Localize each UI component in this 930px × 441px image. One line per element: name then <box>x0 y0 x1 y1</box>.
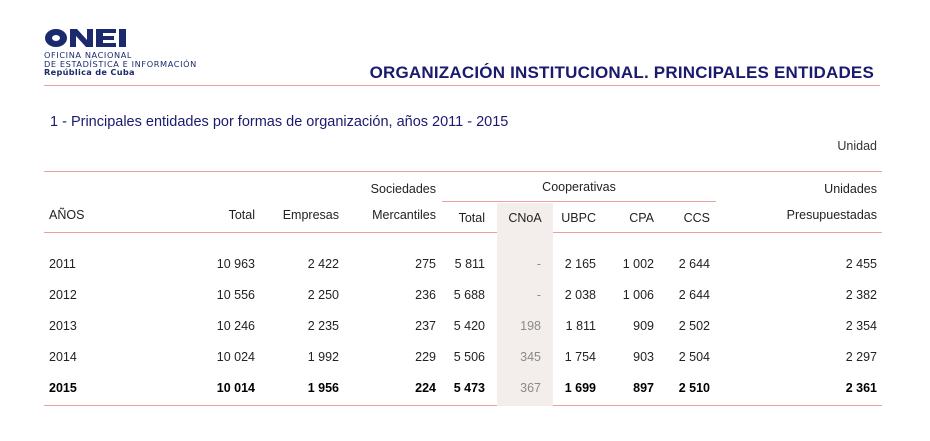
row-2015-coop-total: 5 473 <box>453 381 485 395</box>
row-2011-sociedades: 275 <box>415 257 436 271</box>
row-2013-year: 2013 <box>49 319 77 333</box>
header-empresas: Empresas <box>282 208 339 222</box>
row-2015-total: 10 014 <box>216 381 255 395</box>
header-bottom-rule <box>44 232 882 233</box>
row-2012-sociedades: 236 <box>415 288 436 302</box>
row-2015-cnoa: 367 <box>520 381 541 395</box>
row-2014-ubpc: 1 754 <box>564 350 596 364</box>
cooperativas-underline <box>442 201 716 202</box>
header-cnoa: CNoA <box>508 211 542 225</box>
header-cpa: CPA <box>629 211 654 225</box>
row-2013-ubpc: 1 811 <box>565 319 596 333</box>
row-2014-coop-total: 5 506 <box>453 350 485 364</box>
header-coop-total: Total <box>458 211 485 225</box>
header-unidades-2: Presupuestadas <box>786 208 877 222</box>
row-2011-cnoa: - <box>536 257 541 271</box>
logo-line-1: OFICINA NACIONAL <box>44 50 133 60</box>
logo-line-2: DE ESTADÍSTICA E INFORMACIÓN <box>44 58 197 69</box>
header-unidades-1: Unidades <box>824 182 877 196</box>
row-2011-empresas: 2 422 <box>307 257 339 271</box>
row-2014-unidades: 2 297 <box>845 350 877 364</box>
logo-line-3: República de Cuba <box>44 67 135 77</box>
row-2011-ubpc: 2 165 <box>564 257 596 271</box>
row-2011-total: 10 963 <box>216 257 255 271</box>
onei-logo <box>44 27 264 83</box>
row-2014-sociedades: 229 <box>415 350 436 364</box>
row-2015-ccs: 2 510 <box>678 381 710 395</box>
row-2012-ccs: 2 644 <box>678 288 710 302</box>
row-2014-cnoa: 345 <box>520 350 541 364</box>
row-2012-cpa: 1 006 <box>622 288 654 302</box>
row-2015-year: 2015 <box>49 381 77 395</box>
row-2013-cpa: 909 <box>633 319 654 333</box>
onei-logo-mark <box>44 27 172 49</box>
row-2013-coop-total: 5 420 <box>453 319 485 333</box>
row-2015-sociedades: 224 <box>415 381 436 395</box>
header-years: AÑOS <box>49 208 85 222</box>
row-2013-empresas: 2 235 <box>307 319 339 333</box>
title-divider <box>44 85 880 86</box>
header-total: Total <box>228 208 255 222</box>
header-ccs: CCS <box>683 211 710 225</box>
row-2012-cnoa: - <box>536 288 541 302</box>
row-2012-year: 2012 <box>49 288 77 302</box>
row-2012-total: 10 556 <box>216 288 255 302</box>
row-2014-ccs: 2 504 <box>678 350 710 364</box>
row-2011-coop-total: 5 811 <box>454 257 485 271</box>
header-cooperativas: Cooperativas <box>542 180 616 194</box>
table-title: 1 - Principales entidades por formas de organización, años 2011 - 2015 <box>50 114 509 130</box>
table-bottom-rule <box>44 405 882 406</box>
header-ubpc: UBPC <box>561 211 596 225</box>
row-2015-cpa: 897 <box>633 381 654 395</box>
row-2014-total: 10 024 <box>216 350 255 364</box>
table-top-rule <box>44 171 882 172</box>
row-2013-ccs: 2 502 <box>678 319 710 333</box>
row-2014-cpa: 903 <box>633 350 654 364</box>
row-2013-total: 10 246 <box>216 319 255 333</box>
row-2015-empresas: 1 956 <box>307 381 339 395</box>
row-2012-ubpc: 2 038 <box>564 288 596 302</box>
row-2012-unidades: 2 382 <box>845 288 877 302</box>
page-title: ORGANIZACIÓN INSTITUCIONAL. PRINCIPALES ENTIDADES <box>369 63 874 82</box>
row-2011-unidades: 2 455 <box>845 257 877 271</box>
row-2013-sociedades: 237 <box>415 319 436 333</box>
header-sociedades-2: Mercantiles <box>372 208 436 222</box>
row-2011-year: 2011 <box>49 257 76 271</box>
row-2012-coop-total: 5 688 <box>453 288 485 302</box>
row-2011-cpa: 1 002 <box>622 257 654 271</box>
row-2011-ccs: 2 644 <box>678 257 710 271</box>
row-2013-unidades: 2 354 <box>845 319 877 333</box>
unit-label: Unidad <box>837 139 877 153</box>
header-sociedades-1: Sociedades <box>370 182 436 196</box>
cnoa-column-shade <box>497 203 553 406</box>
row-2015-ubpc: 1 699 <box>564 381 596 395</box>
row-2014-year: 2014 <box>49 350 77 364</box>
row-2014-empresas: 1 992 <box>307 350 339 364</box>
row-2012-empresas: 2 250 <box>307 288 339 302</box>
row-2013-cnoa: 198 <box>520 319 541 333</box>
row-2015-unidades: 2 361 <box>845 381 877 395</box>
